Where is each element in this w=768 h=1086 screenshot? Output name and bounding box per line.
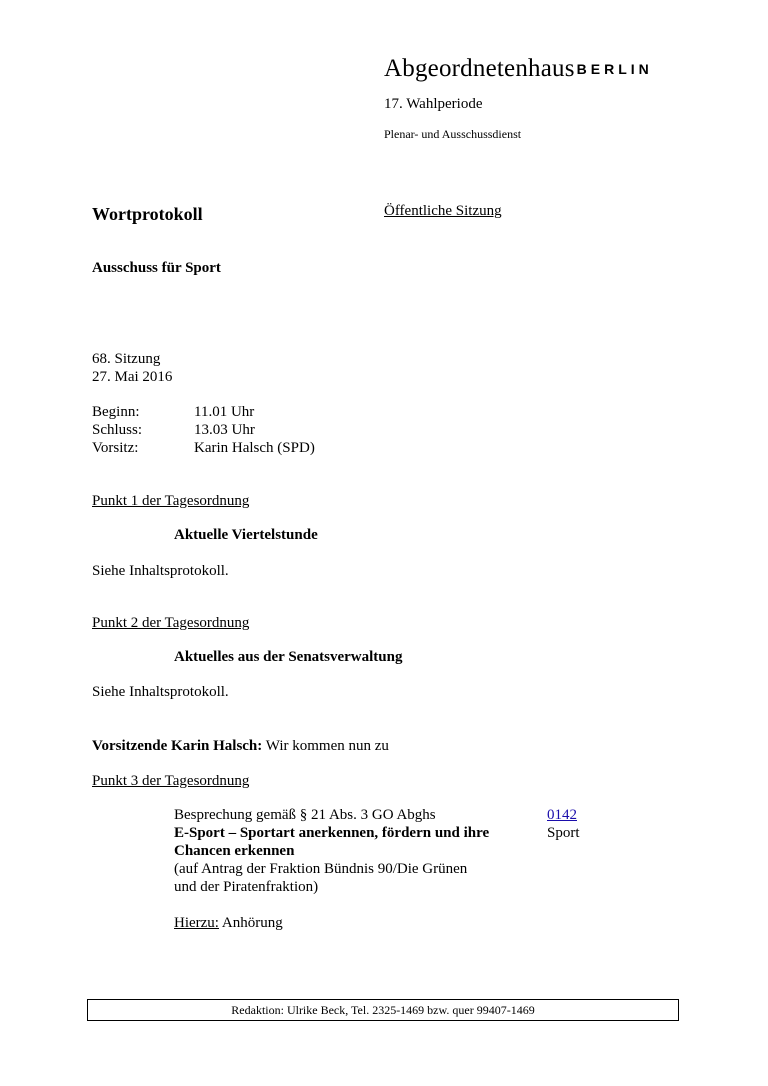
agenda-item-2-title: Aktuelles aus der Senatsverwaltung	[174, 649, 403, 665]
session-date: 27. Mai 2016	[92, 369, 173, 385]
begin-label: Beginn:	[92, 404, 140, 420]
committee-name: Ausschuss für Sport	[92, 260, 221, 276]
speech-text: Wir kommen nun zu	[262, 738, 389, 754]
end-label: Schluss:	[92, 422, 143, 438]
chair-value: Karin Halsch (SPD)	[194, 440, 315, 456]
agenda-item-3-heading: Punkt 3 der Tagesordnung	[92, 773, 250, 789]
end-value: 13.03 Uhr	[194, 422, 255, 438]
item-3-title-line-1: E-Sport – Sportart anerkennen, fördern und ihre	[174, 825, 490, 841]
logo-word: Abgeordnetenhaus	[384, 55, 575, 82]
speech-paragraph	[92, 737, 389, 755]
item-3-title-line-2: Chancen erkennen	[174, 843, 295, 859]
editorial-footer: Redaktion: Ulrike Beck, Tel. 2325-1469 bzw. quer 99407-1469	[87, 999, 679, 1021]
begin-value: 11.01 Uhr	[194, 404, 255, 420]
hierzu-text: Anhörung	[218, 915, 283, 931]
agenda-item-2-heading: Punkt 2 der Tagesordnung	[92, 615, 250, 631]
legislative-period: 17. Wahlperiode	[384, 96, 483, 112]
document-topic: Sport	[547, 825, 580, 841]
hierzu-line	[174, 914, 534, 932]
session-number: 68. Sitzung	[92, 351, 161, 367]
discussion-basis: Besprechung gemäß § 21 Abs. 3 GO Abghs	[174, 807, 436, 823]
service-department: Plenar- und Ausschussdienst	[384, 127, 522, 141]
hierzu-label: Hierzu:	[174, 915, 219, 931]
agenda-item-1-note: Siehe Inhaltsprotokoll.	[92, 563, 229, 579]
motion-line-2: und der Piratenfraktion)	[174, 879, 319, 895]
public-session-status: Öffentliche Sitzung	[384, 203, 502, 219]
parliament-logo	[384, 54, 653, 84]
chair-label: Vorsitz:	[92, 440, 139, 456]
logo-city: BERLIN	[576, 61, 653, 77]
speaker-name: Vorsitzende Karin Halsch:	[92, 738, 263, 754]
motion-line-1: (auf Antrag der Fraktion Bündnis 90/Die Grünen	[174, 861, 468, 877]
agenda-item-2-note: Siehe Inhaltsprotokoll.	[92, 684, 229, 700]
agenda-item-3-details	[174, 806, 534, 932]
document-type: Wortprotokoll	[92, 204, 203, 224]
document-number-link[interactable]: 0142	[547, 807, 577, 823]
agenda-item-1-title: Aktuelle Viertelstunde	[174, 527, 318, 543]
agenda-item-1-heading: Punkt 1 der Tagesordnung	[92, 493, 250, 509]
